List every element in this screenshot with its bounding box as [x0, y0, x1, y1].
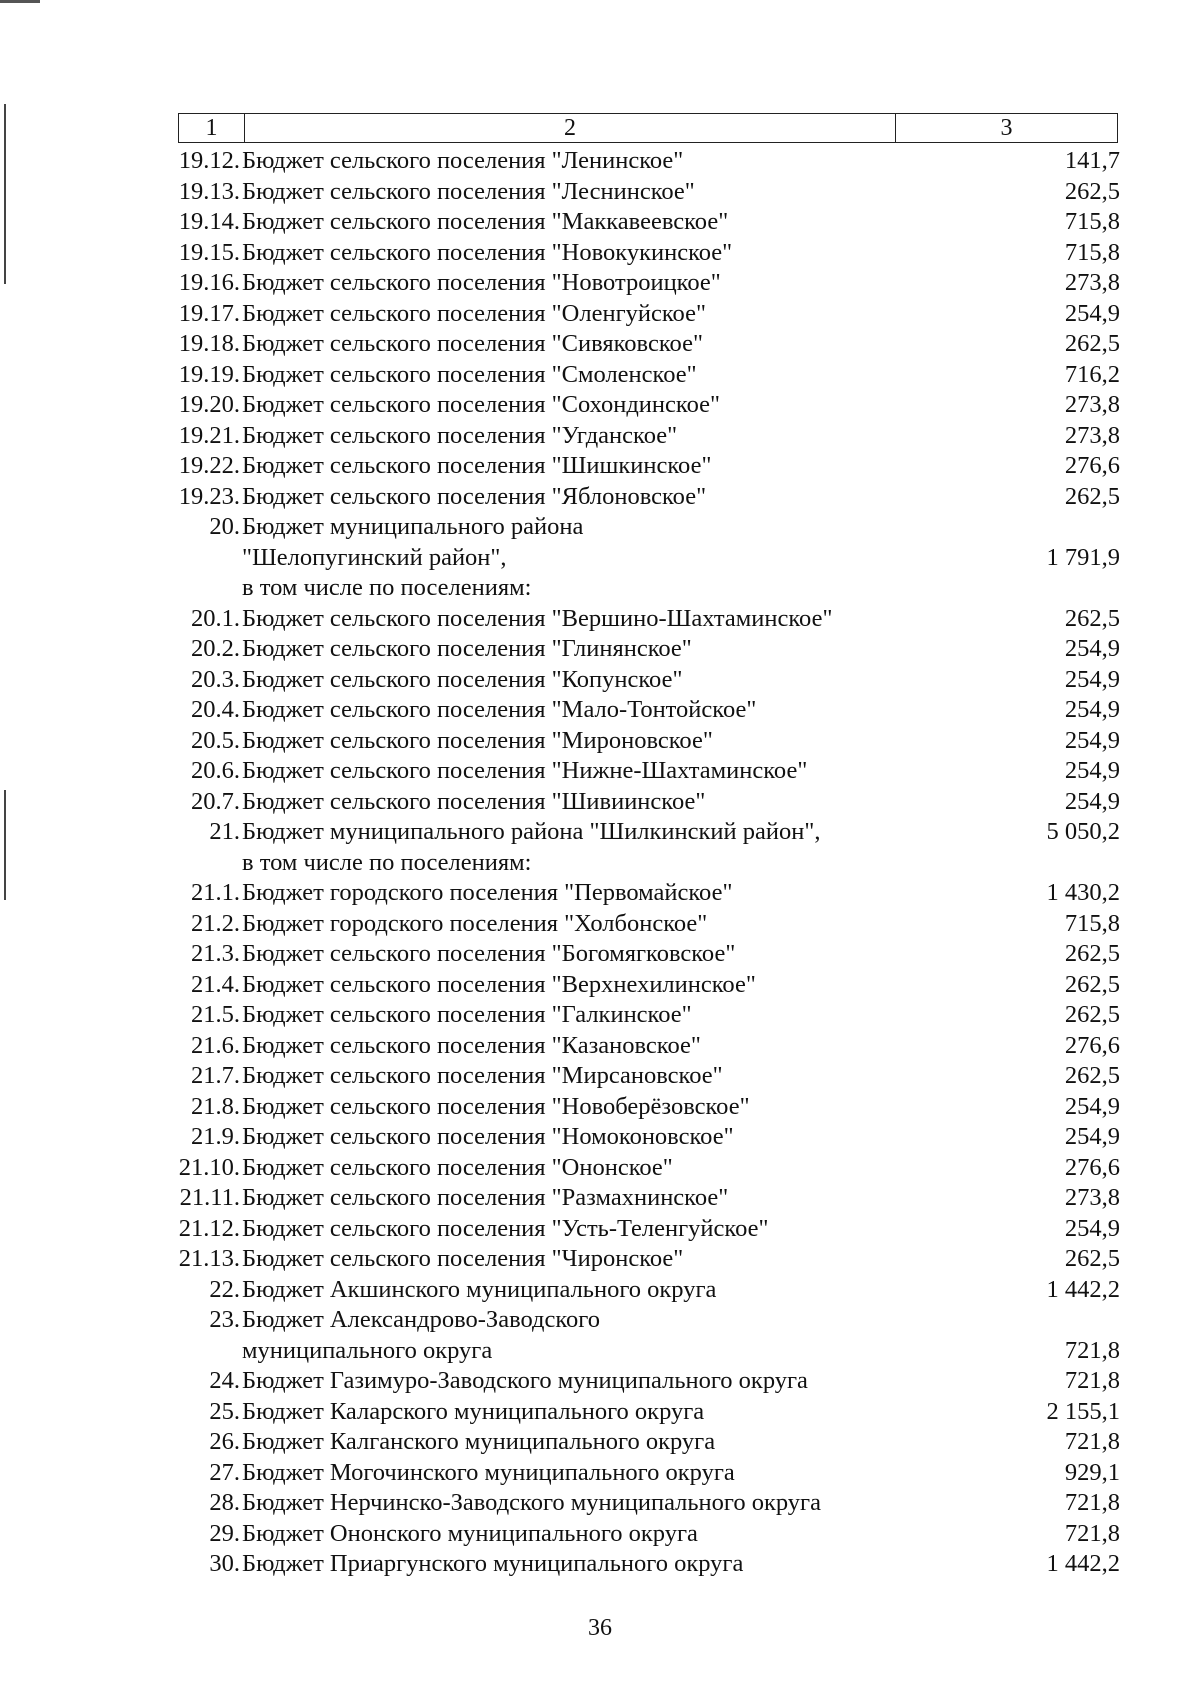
row-number: 19.12.	[178, 147, 240, 174]
row-label: в том числе по поселениям:	[242, 574, 532, 601]
row-value: 276,6	[1064, 1031, 1120, 1059]
row-label: Бюджет сельского поселения "Новоберёзовское"	[242, 1092, 750, 1120]
table-row	[170, 1458, 1120, 1489]
table-row	[170, 1397, 1120, 1428]
row-value: 262,5	[1064, 177, 1120, 205]
row-number: 19.14.	[178, 208, 240, 235]
row-number: 19.22.	[178, 452, 240, 479]
row-label: Бюджет Калганского муниципального округа	[242, 1428, 716, 1455]
row-number: 19.20.	[178, 391, 240, 418]
row-number: 24.	[209, 1367, 240, 1394]
table-row	[170, 512, 1120, 543]
row-label: Бюджет Могочинского муниципального округа	[242, 1458, 735, 1486]
row-number: 21.13.	[178, 1245, 240, 1272]
row-number: 21.2.	[191, 909, 240, 937]
table-row	[170, 634, 1120, 665]
table-row	[170, 1336, 1120, 1367]
row-value: 254,9	[1064, 726, 1120, 754]
row-value: 721,8	[1064, 1367, 1120, 1394]
table-row	[170, 878, 1120, 909]
table-row	[170, 482, 1120, 513]
row-number: 20.1.	[191, 604, 240, 632]
row-value: 262,5	[1064, 330, 1120, 357]
row-value: 1 791,9	[1046, 543, 1120, 571]
row-value: 273,8	[1064, 391, 1120, 418]
row-number: 26.	[209, 1428, 240, 1455]
row-number: 19.13.	[178, 177, 240, 205]
row-number: 21.3.	[191, 940, 240, 967]
table-row	[170, 756, 1120, 787]
budget-table-body	[170, 146, 1120, 1580]
column-header-1: 1	[179, 114, 245, 142]
table-row	[170, 1366, 1120, 1397]
table-row	[170, 970, 1120, 1001]
row-label: в том числе по поселениям:	[242, 848, 532, 876]
row-label: Бюджет муниципального района "Шилкинский район",	[242, 818, 821, 845]
row-value: 715,8	[1064, 238, 1120, 266]
row-label: "Шелопугинский район",	[242, 543, 507, 571]
row-value: 262,5	[1064, 604, 1120, 632]
row-label: Бюджет Ононского муниципального округа	[242, 1519, 698, 1547]
row-number: 21.10.	[178, 1153, 240, 1181]
row-number: 19.16.	[178, 269, 240, 296]
table-row	[170, 268, 1120, 299]
row-label: Бюджет сельского поселения "Ононское"	[242, 1153, 673, 1181]
row-number: 21.4.	[191, 970, 240, 998]
table-row	[170, 390, 1120, 421]
table-row	[170, 1183, 1120, 1214]
row-label: Бюджет сельского поселения "Номоконовское"	[242, 1123, 734, 1150]
row-number: 21.12.	[178, 1214, 240, 1242]
column-header-2: 2	[245, 114, 896, 142]
page-number: 36	[588, 1615, 612, 1641]
row-number: 21.8.	[191, 1092, 240, 1120]
row-label: Бюджет сельского поселения "Размахнинское"	[242, 1184, 729, 1211]
table-row	[170, 1122, 1120, 1153]
row-number: 28.	[209, 1489, 240, 1516]
table-row	[170, 451, 1120, 482]
row-label: Бюджет сельского поселения "Смоленское"	[242, 360, 697, 388]
table-row	[170, 1549, 1120, 1580]
row-value: 716,2	[1064, 360, 1120, 388]
row-value: 254,9	[1064, 1092, 1120, 1120]
row-label: Бюджет городского поселения "Холбонское"	[242, 909, 708, 937]
row-number: 23.	[209, 1306, 240, 1333]
row-label: Бюджет сельского поселения "Леснинское"	[242, 177, 695, 205]
table-row	[170, 604, 1120, 635]
row-value: 262,5	[1064, 1001, 1120, 1028]
row-number: 19.17.	[178, 299, 240, 327]
row-label: Бюджет сельского поселения "Новотроицкое"	[242, 269, 721, 296]
column-header-3: 3	[1000, 114, 1013, 141]
row-value: 141,7	[1064, 147, 1120, 174]
row-label: Бюджет сельского поселения "Вершино-Шахтаминское"	[242, 604, 833, 632]
row-label: Бюджет Александрово-Заводского	[242, 1306, 600, 1333]
row-value: 254,9	[1064, 696, 1120, 723]
row-label: Бюджет сельского поселения "Яблоновское"	[242, 482, 707, 510]
row-label: Бюджет сельского поселения "Чиронское"	[242, 1245, 684, 1272]
row-number: 19.18.	[178, 330, 240, 357]
row-value: 254,9	[1064, 635, 1120, 662]
row-label: Бюджет сельского поселения "Казановское"	[242, 1031, 701, 1059]
table-row	[170, 573, 1120, 604]
row-label: Бюджет сельского поселения "Богомягковское"	[242, 940, 736, 967]
row-label: Бюджет сельского поселения "Маккавеевское"	[242, 208, 729, 235]
table-row	[170, 1031, 1120, 1062]
row-number: 20.7.	[191, 787, 240, 815]
table-row	[170, 1092, 1120, 1123]
row-label: Бюджет сельского поселения "Верхнехилинское"	[242, 970, 756, 998]
row-value: 254,9	[1064, 1123, 1120, 1150]
row-value: 254,9	[1064, 787, 1120, 815]
table-row	[170, 1427, 1120, 1458]
row-number: 25.	[209, 1397, 240, 1425]
row-value: 929,1	[1064, 1458, 1120, 1486]
row-number: 20.5.	[191, 726, 240, 754]
row-label: Бюджет сельского поселения "Галкинское"	[242, 1001, 692, 1028]
row-value: 262,5	[1064, 1245, 1120, 1272]
row-label: Бюджет сельского поселения "Сивяковское"	[242, 330, 703, 357]
table-row	[170, 695, 1120, 726]
row-label: Бюджет сельского поселения "Глинянское"	[242, 635, 692, 662]
row-value: 273,8	[1064, 269, 1120, 296]
row-label: муниципального округа	[242, 1336, 493, 1364]
table-row	[170, 1061, 1120, 1092]
row-number: 19.21.	[178, 421, 240, 449]
row-number: 30.	[209, 1550, 240, 1577]
row-label: Бюджет сельского поселения "Сохондинское"	[242, 391, 720, 418]
table-row	[170, 329, 1120, 360]
row-value: 276,6	[1064, 1153, 1120, 1181]
table-row	[170, 848, 1120, 879]
table-row	[170, 1214, 1120, 1245]
row-label: Бюджет сельского поселения "Угданское"	[242, 421, 678, 449]
row-label: Бюджет сельского поселения "Новокукинское"	[242, 238, 733, 266]
table-row	[170, 360, 1120, 391]
table-row	[170, 817, 1120, 848]
row-number: 21.9.	[191, 1123, 240, 1150]
table-row	[170, 177, 1120, 208]
row-number: 19.19.	[178, 360, 240, 388]
table-row	[170, 1153, 1120, 1184]
row-label: Бюджет Газимуро-Заводского муниципального округа	[242, 1367, 808, 1394]
table-row	[170, 207, 1120, 238]
row-label: Бюджет сельского поселения "Шишкинское"	[242, 452, 712, 479]
row-value: 1 430,2	[1046, 879, 1120, 906]
table-row	[170, 939, 1120, 970]
row-number: 21.1.	[191, 879, 240, 906]
table-row	[170, 1488, 1120, 1519]
row-value: 721,8	[1064, 1428, 1120, 1455]
row-value: 721,8	[1064, 1489, 1120, 1516]
table-row	[170, 1244, 1120, 1275]
table-row	[170, 1519, 1120, 1550]
row-value: 721,8	[1064, 1519, 1120, 1547]
row-value: 262,5	[1064, 940, 1120, 967]
row-value: 254,9	[1064, 757, 1120, 784]
row-label: Бюджет Акшинского муниципального округа	[242, 1275, 717, 1303]
row-value: 273,8	[1064, 421, 1120, 449]
row-value: 1 442,2	[1046, 1550, 1120, 1577]
row-number: 20.6.	[191, 757, 240, 784]
table-row	[170, 543, 1120, 574]
row-label: Бюджет муниципального района	[242, 513, 584, 540]
row-value: 254,9	[1064, 299, 1120, 327]
row-number: 20.4.	[191, 696, 240, 723]
row-number: 21.7.	[191, 1062, 240, 1089]
table-row	[170, 726, 1120, 757]
row-number: 29.	[209, 1519, 240, 1547]
scan-binding-mark	[4, 104, 6, 284]
table-row	[170, 1000, 1120, 1031]
row-value: 262,5	[1064, 970, 1120, 998]
table-header	[178, 113, 1118, 143]
row-number: 20.2.	[191, 635, 240, 662]
row-label: Бюджет сельского поселения "Мало-Тонтойское"	[242, 696, 757, 723]
table-row	[170, 665, 1120, 696]
row-label: Бюджет сельского поселения "Мирсановское"	[242, 1062, 723, 1089]
table-row	[170, 1275, 1120, 1306]
row-value: 721,8	[1064, 1336, 1120, 1364]
row-value: 262,5	[1064, 1062, 1120, 1089]
row-label: Бюджет Приаргунского муниципального округа	[242, 1550, 744, 1577]
row-label: Бюджет Каларского муниципального округа	[242, 1397, 705, 1425]
row-value: 273,8	[1064, 1184, 1120, 1211]
row-value: 276,6	[1064, 452, 1120, 479]
row-label: Бюджет сельского поселения "Копунское"	[242, 665, 683, 693]
row-number: 22.	[209, 1275, 240, 1303]
table-row	[170, 146, 1120, 177]
scan-binding-mark	[4, 790, 6, 900]
row-label: Бюджет сельского поселения "Мироновское"	[242, 726, 713, 754]
table-row	[170, 421, 1120, 452]
row-value: 2 155,1	[1046, 1397, 1120, 1425]
row-label: Бюджет сельского поселения "Нижне-Шахтаминское"	[242, 757, 808, 784]
row-value: 715,8	[1064, 208, 1120, 235]
table-row	[170, 1305, 1120, 1336]
row-value: 715,8	[1064, 909, 1120, 937]
scan-corner-mark	[0, 0, 40, 3]
row-number: 20.	[209, 513, 240, 540]
row-label: Бюджет городского поселения "Первомайское"	[242, 879, 733, 906]
row-value: 262,5	[1064, 482, 1120, 510]
row-label: Бюджет Нерчинско-Заводского муниципального округа	[242, 1489, 821, 1516]
row-number: 21.	[209, 818, 240, 845]
row-number: 21.6.	[191, 1031, 240, 1059]
row-number: 20.3.	[191, 665, 240, 693]
table-row	[170, 299, 1120, 330]
table-row	[170, 238, 1120, 269]
row-number: 21.11.	[179, 1184, 240, 1211]
row-label: Бюджет сельского поселения "Шивиинское"	[242, 787, 706, 815]
row-value: 254,9	[1064, 665, 1120, 693]
row-label: Бюджет сельского поселения "Оленгуйское"	[242, 299, 706, 327]
row-label: Бюджет сельского поселения "Ленинское"	[242, 147, 684, 174]
row-number: 19.23.	[178, 482, 240, 510]
row-number: 27.	[209, 1458, 240, 1486]
row-value: 1 442,2	[1046, 1275, 1120, 1303]
row-number: 19.15.	[178, 238, 240, 266]
table-row	[170, 909, 1120, 940]
table-row	[170, 787, 1120, 818]
row-label: Бюджет сельского поселения "Усть-Теленгуйское"	[242, 1214, 769, 1242]
row-value: 5 050,2	[1046, 818, 1120, 845]
row-number: 21.5.	[191, 1001, 240, 1028]
row-value: 254,9	[1064, 1214, 1120, 1242]
